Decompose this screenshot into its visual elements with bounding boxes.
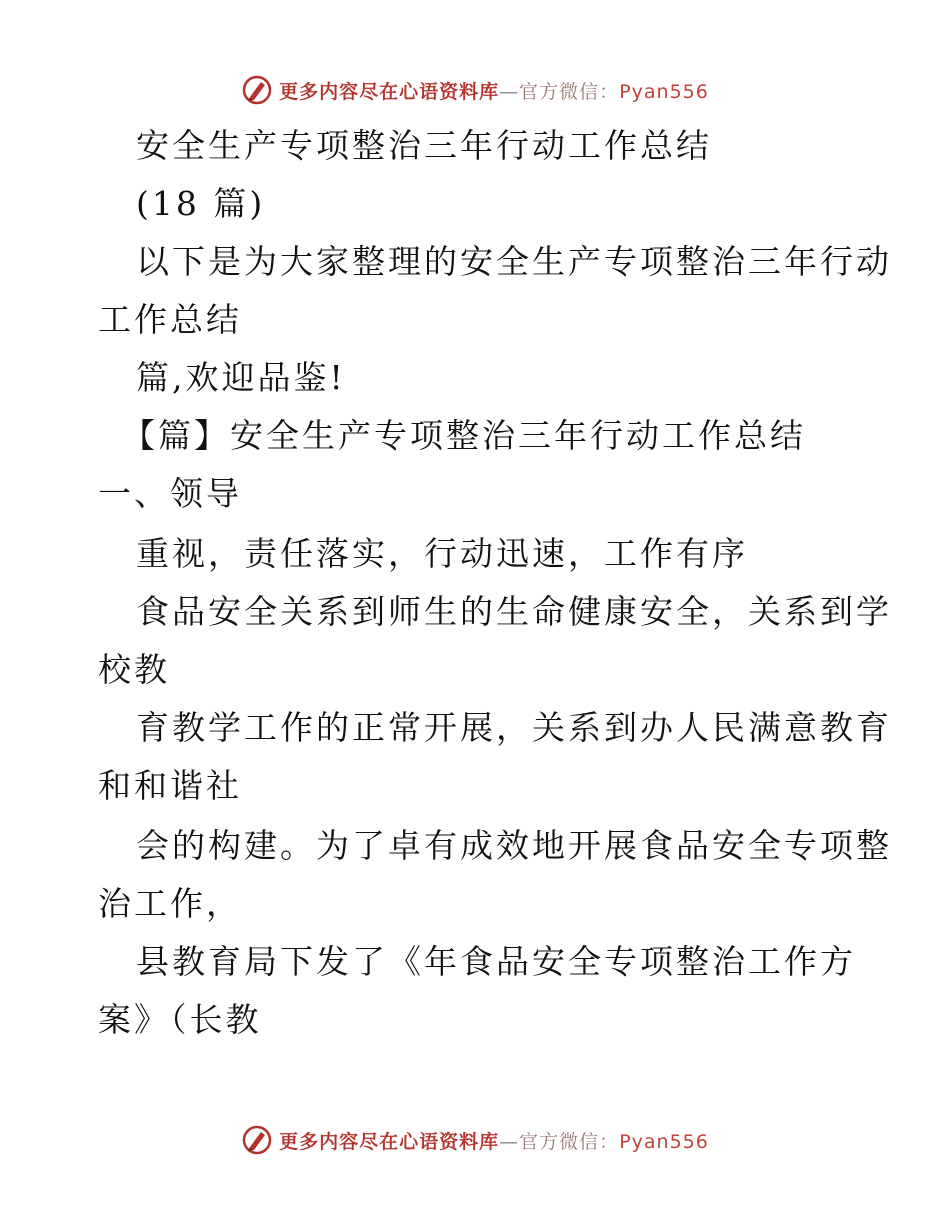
watermark-id: Pyan556 xyxy=(619,1130,709,1153)
doc-section-heading: 【篇】安全生产专项整治三年行动工作总结 xyxy=(122,416,806,455)
watermark-main-text: 更多内容尽在心语资料库 xyxy=(279,1130,500,1153)
header-watermark xyxy=(0,72,950,108)
doc-paragraph-line: 篇,欢迎品鉴! xyxy=(136,358,346,397)
doc-paragraph-line: 县教育局下发了《年食品安全专项整治工作方 xyxy=(136,942,856,981)
watermark-text xyxy=(279,1127,709,1154)
watermark-label: 官方微信： xyxy=(519,1130,620,1153)
doc-paragraph-line: 工作总结 xyxy=(98,300,242,339)
pen-logo-icon xyxy=(241,1124,273,1156)
doc-paragraph-line: 育教学工作的正常开展，关系到办人民满意教育 xyxy=(136,708,892,747)
watermark-dash: — xyxy=(499,1130,520,1153)
doc-paragraph-line: 食品安全关系到师生的生命健康安全，关系到学 xyxy=(136,592,892,631)
doc-paragraph-line: 校教 xyxy=(98,650,170,689)
doc-paragraph-line: 以下是为大家整理的安全生产专项整治三年行动 xyxy=(136,242,892,281)
watermark-main-text: 更多内容尽在心语资料库 xyxy=(279,80,500,103)
doc-paragraph-line: 和和谐社 xyxy=(98,766,242,805)
footer-watermark xyxy=(0,1122,950,1158)
watermark-dash: — xyxy=(499,80,520,103)
doc-paragraph-line: 会的构建。为了卓有成效地开展食品安全专项整 xyxy=(136,826,892,865)
doc-paragraph-line: 重视，责任落实，行动迅速，工作有序 xyxy=(136,534,748,573)
watermark-text xyxy=(279,77,709,104)
doc-paragraph-line: 治工作， xyxy=(98,884,242,923)
doc-title-line-2: (18 篇) xyxy=(136,184,266,223)
watermark-label: 官方微信： xyxy=(519,80,620,103)
doc-paragraph-line: 案》（长教 xyxy=(98,1000,262,1039)
watermark-id: Pyan556 xyxy=(619,80,709,103)
doc-title-line-1: 安全生产专项整治三年行动工作总结 xyxy=(136,126,712,165)
doc-subheading: 一、领导 xyxy=(98,474,242,513)
pen-logo-icon xyxy=(241,74,273,106)
